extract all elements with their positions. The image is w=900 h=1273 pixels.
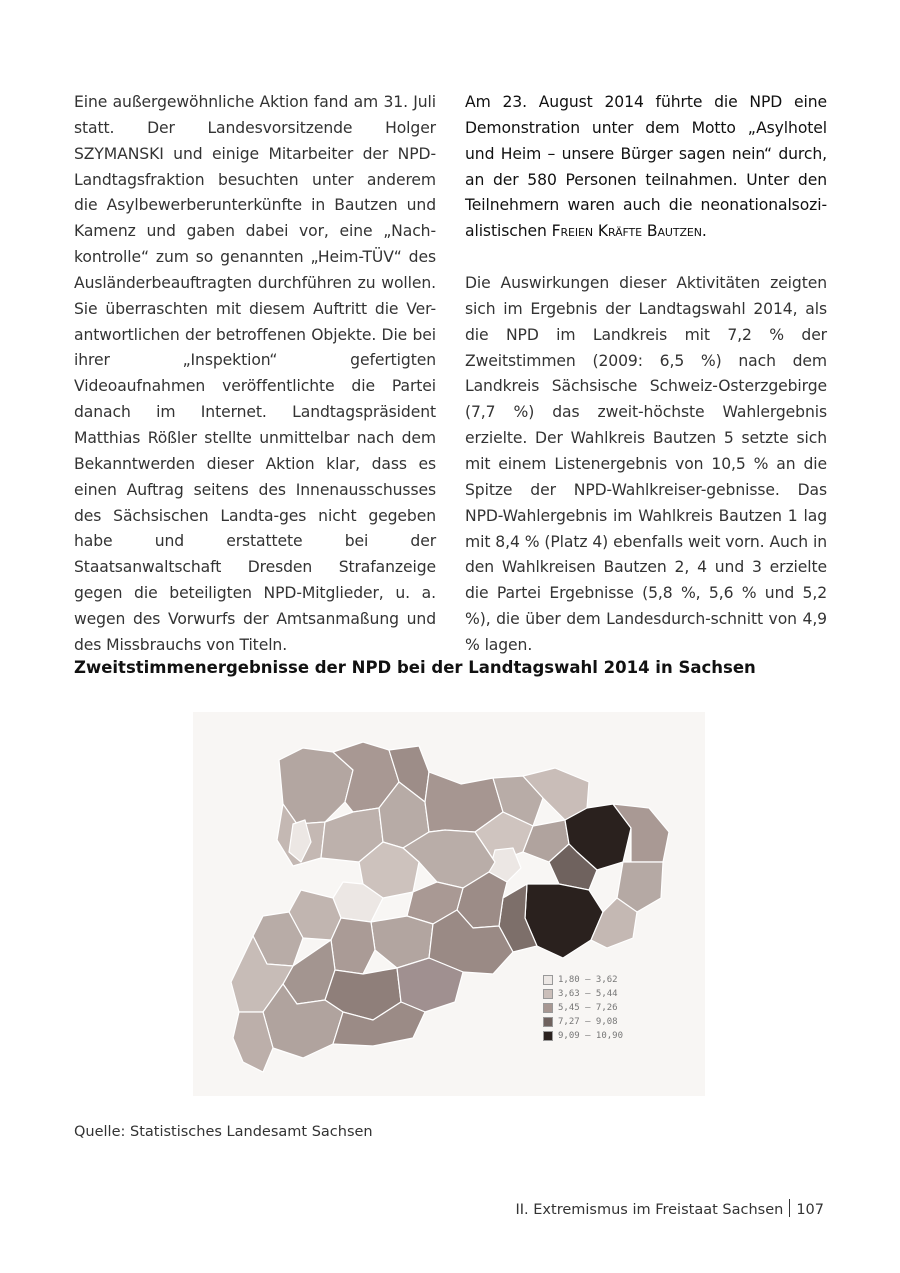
right-paragraph-1: Am 23. August 2014 führte die NPD eine Demonstration unter dem Motto „Asylhotel und Heim – unsere Bürger sagen nein“ durch, an der 580 Personen teilnahmen. Unter den Teilnehmern waren auch die neonationalsozi-alistischen Freien Kräfte Bautzen. (465, 93, 827, 241)
footer-divider (789, 1199, 790, 1217)
right-paragraph-2: Die Auswirkungen dieser Aktivitäten zeigten sich im Ergebnis der Landtagswahl 2014, als die NPD im Landkreis mit 7,2 % der Zweitstimmen (2009: 6,5 %) nach dem Landkreis Sächsische Schweiz-Osterzgebirge (7,7 %) das zweit-höchste Wahlergebnis erzielte. Der Wahlkreis Bautzen 5 setzte sich mit einem Listenergebnis von 10,5 % an die Spitze der NPD-Wahlkreiser-gebnisse. Das NPD-Wahlergebnis im Wahlkreis Bautzen 1 lag mit 8,4 % (Platz 4) ebenfalls weit vorn. Auch in den Wahlkreisen Bautzen 2, 4 und 3 erzielte die Partei Ergebnisse (5,8 %, 5,6 % und 5,2 %), die über dem Landesdurch-schnitt von 4,9 % lagen. (465, 274, 828, 654)
legend-item: 7,27 – 9,08 (543, 1015, 623, 1029)
left-text-column (74, 90, 436, 659)
map-graphic (193, 712, 705, 1096)
map-legend (543, 973, 623, 1043)
figure-source: Quelle: Statistisches Landesamt Sachsen (74, 1124, 373, 1140)
legend-swatch (543, 975, 553, 985)
page-number: 107 (796, 1202, 824, 1218)
legend-swatch (543, 1003, 553, 1013)
legend-swatch (543, 989, 553, 999)
legend-item: 3,63 – 5,44 (543, 987, 623, 1001)
figure-title: Zweitstimmenergebnisse der NPD bei der Landtagswahl 2014 in Sachsen (74, 658, 756, 677)
map-region (331, 918, 375, 974)
page-footer (516, 1199, 825, 1218)
legend-item: 5,45 – 7,26 (543, 1001, 623, 1015)
legend-swatch (543, 1031, 553, 1041)
footer-section: II. Extremismus im Freistaat Sachsen (515, 1202, 784, 1218)
left-paragraph: Eine außergewöhnliche Aktion fand am 31. Juli statt. Der Landesvorsitzende Holger SZYMANSKI und einige Mitarbeiter der NPD-Landtagsfraktion besuchten unter anderem die Asylbewerberunterkünfte in Bautzen und Kamenz und gaben dabei vor, eine „Nach-kontrolle“ zum so genannten „Heim-TÜV“ des Ausländerbeauftragten durchführen zu wollen. Sie überraschten mit diesem Auftritt die Ver-antwortlichen der betroffenen Objekte. Die bei ihrer „Inspektion“ gefertigten Videoaufnahmen veröffentlichte die Partei danach im Internet. Landtagspräsident Matthias Rößler stellte unmittelbar nach dem Bekanntwerden dieser Aktion klar, dass es einen Auftrag seitens des Innenausschusses des Sächsischen Landta-ges nicht gegeben habe und erstattete bei der Staatsanwaltschaft Dresden Strafanzeige gegen die beteiligten NPD-Mitglieder, u. a. wegen des Vorwurfs der Amtsanmaßung und des Missbrauchs von Titeln. (74, 93, 437, 654)
map-region-darkest (525, 884, 603, 958)
legend-swatch (543, 1017, 553, 1027)
legend-item: 1,80 – 3,62 (543, 973, 623, 987)
legend-item: 9,09 – 10,90 (543, 1029, 623, 1043)
organisation-name: Freien Kräfte Bautzen (551, 222, 702, 241)
right-text-column (465, 90, 827, 659)
saxony-choropleth-map (193, 712, 705, 1096)
